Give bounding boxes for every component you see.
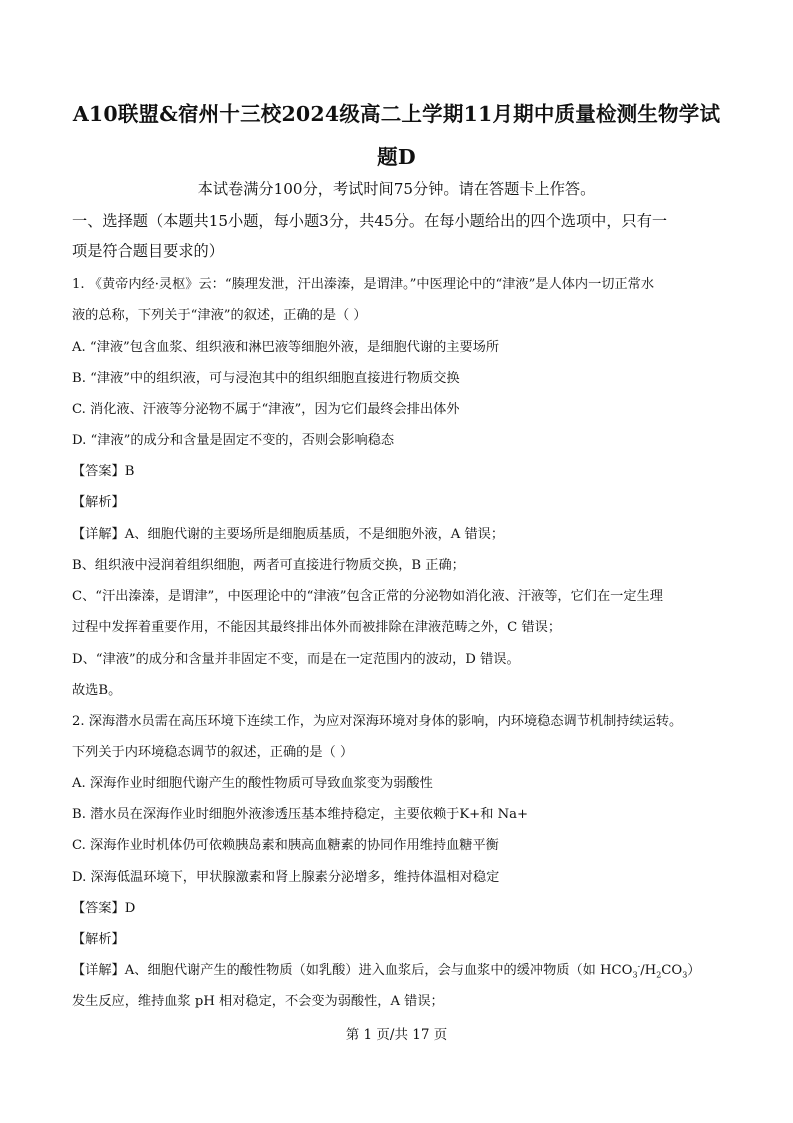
- section-heading-line-2: 项是符合题目要求的）: [72, 242, 224, 260]
- page-footer: 第 1 页/共 17 页: [345, 1027, 448, 1043]
- q2-formula-subscript: 2: [656, 970, 662, 980]
- q2-formula-subscript: 3: [632, 970, 638, 980]
- q2-stem-line-2: 下列关于内环境稳态调节的叙述，正确的是（ ）: [72, 745, 354, 760]
- q2-formula-subscript: 3: [682, 970, 688, 980]
- q1-option-a: A. “津液”包含血浆、组织液和淋巴液等细胞外液，是细胞代谢的主要场所: [72, 340, 500, 355]
- q2-option-d: D. 深海低温环境下，甲状腺激素和肾上腺素分泌增多，维持体温相对稳定: [72, 870, 500, 885]
- q2-explanation-line-1: [72, 959, 700, 980]
- q2-option-c: C. 深海作业时机体仍可依赖胰岛素和胰高血糖素的协同作用维持血糖平衡: [72, 838, 499, 853]
- q1-explanation-line-2: B、组织液中浸润着组织细胞，两者可直接进行物质交换，B 正确；: [72, 558, 465, 573]
- q1-explanation-line-1: 【详解】A、细胞代谢的主要场所是细胞质基质，不是细胞外液，A 错误；: [72, 527, 505, 542]
- document-title-line-1: A10联盟&宿州十三校2024级高二上学期11月期中质量检测生物学试: [72, 102, 721, 126]
- q1-conclusion: 故选B。: [72, 683, 122, 698]
- q1-option-d: D. “津液”的成分和含量是固定不变的，否则会影响稳态: [72, 433, 395, 448]
- q2-formula-text: ）: [687, 963, 701, 978]
- section-heading-line-1: 一、选择题（本题共15小题，每小题3分，共45分。在每小题给出的四个选项中，只有一: [72, 212, 668, 230]
- q1-option-b: B. “津液”中的组织液，可与浸泡其中的组织细胞直接进行物质交换: [72, 371, 460, 386]
- q2-answer: 【答案】D: [72, 901, 136, 916]
- q1-option-c: C. 消化液、汗液等分泌物不属于“津液”，因为它们最终会排出体外: [72, 402, 460, 417]
- q2-formula-text: /H: [640, 963, 657, 978]
- q1-stem-line-1: 1. 《黄帝内经·灵枢》云：“腠理发泄，汗出溱溱，是谓津。”中医理论中的“津液”是人体内一切正常水: [72, 277, 655, 292]
- q2-analysis-label: 【解析】: [72, 932, 125, 947]
- q1-answer: 【答案】B: [72, 464, 135, 479]
- q2-stem-line-1: 2. 深海潜水员需在高压环境下连续工作，为应对深海环境对身体的影响，内环境稳态调节机制持续运转。: [72, 714, 683, 729]
- q1-explanation-line-3: C、“汗出溱溱，是谓津”，中医理论中的“津液”包含正常的分泌物如消化液、汗液等，它们在一定生理: [72, 589, 663, 604]
- q2-explanation-text: 【详解】A、细胞代谢产生的酸性物质（如乳酸）进入血浆后，会与血浆中的缓冲物质（如 HCO: [72, 963, 633, 978]
- q2-explanation-line-2: 发生反应，维持血浆 pH 相对稳定，不会变为弱酸性，A 错误；: [72, 994, 444, 1009]
- q1-explanation-line-5: D、“津液”的成分和含量并非固定不变，而是在一定范围内的波动，D 错误。: [72, 652, 520, 667]
- q2-formula-text: CO: [661, 963, 683, 978]
- q1-analysis-label: 【解析】: [72, 495, 125, 510]
- document-title-line-2: 题D: [377, 145, 416, 169]
- q2-formula-superscript: -: [637, 961, 641, 971]
- exam-intro: 本试卷满分100分，考试时间75分钟。请在答题卡上作答。: [197, 180, 596, 198]
- q1-explanation-line-4: 过程中发挥着重要作用，不能因其最终排出体外而被排除在津液范畴之外，C 错误；: [72, 620, 562, 635]
- q2-option-a: A. 深海作业时细胞代谢产生的酸性物质可导致血浆变为弱酸性: [72, 776, 433, 791]
- q1-stem-line-2: 液的总称，下列关于“津液”的叙述，正确的是（ ）: [72, 308, 367, 323]
- q2-option-b: B. 潜水员在深海作业时细胞外液渗透压基本维持稳定，主要依赖于K+和 Na+: [72, 807, 529, 822]
